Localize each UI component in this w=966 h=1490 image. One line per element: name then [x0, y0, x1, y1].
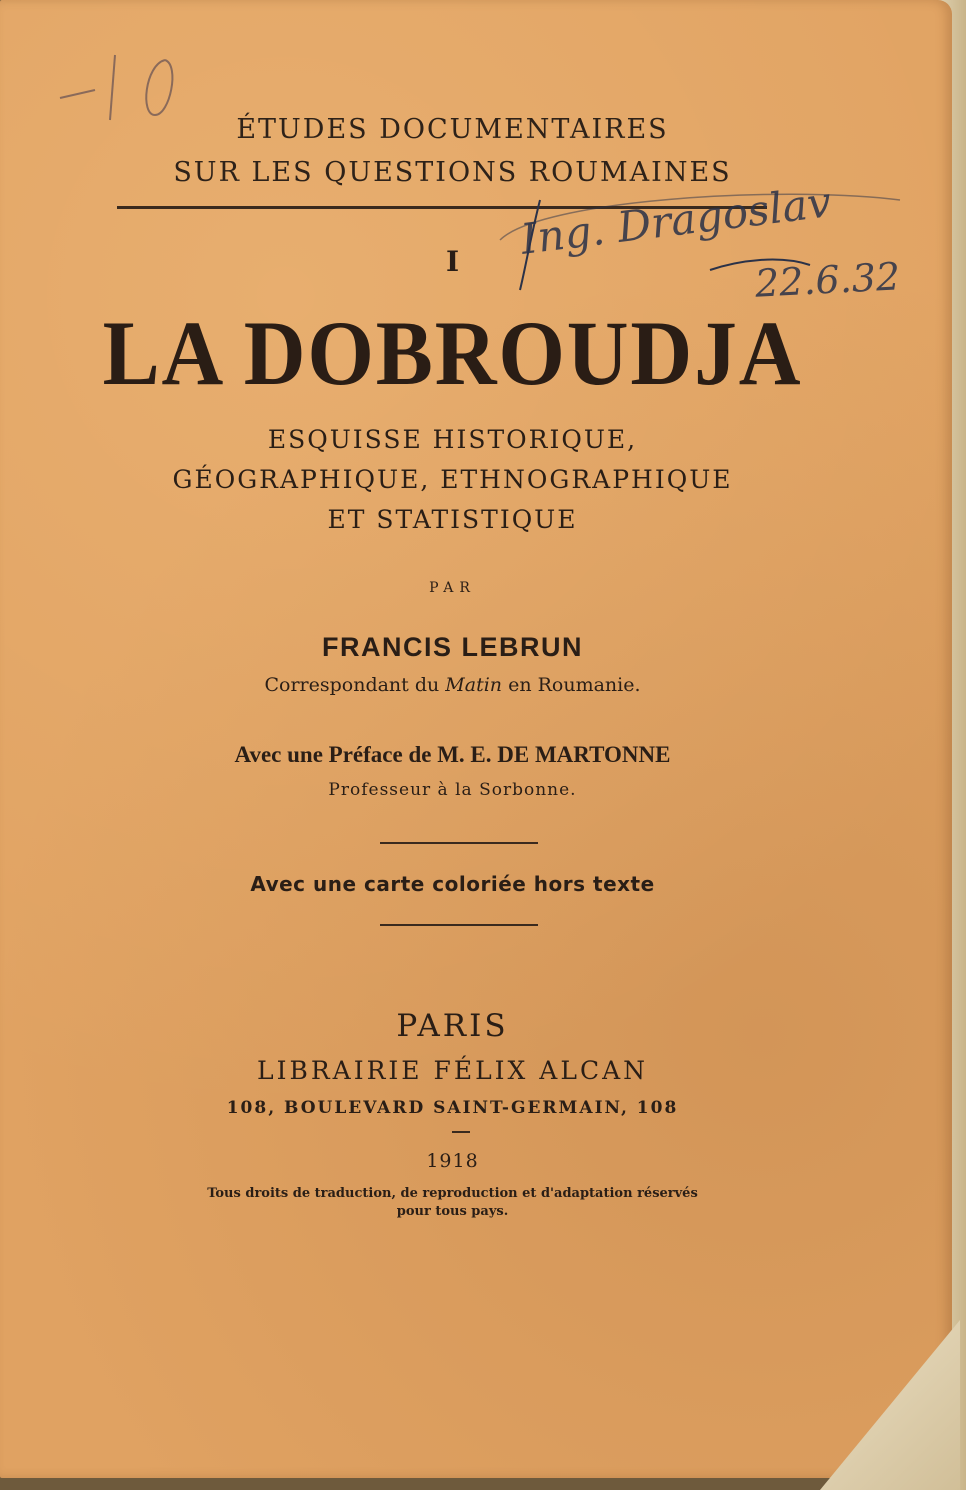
- preface-author-title: Professeur à la Sorbonne.: [328, 780, 577, 800]
- series-line-2: SUR LES QUESTIONS ROUMAINES: [173, 157, 732, 188]
- divider-rule-2: [380, 924, 538, 926]
- rights-line-1: Tous droits de traduction, de reproduction et d'adaptation réservés: [207, 1186, 698, 1201]
- book-title: LA DOBROUDJA: [102, 302, 803, 404]
- subtitle-line-2: GÉOGRAPHIQUE, ETHNOGRAPHIQUE: [172, 465, 733, 494]
- affiliation-text-after: en Roumanie.: [502, 674, 641, 696]
- publication-year: 1918: [426, 1150, 479, 1172]
- map-note: Avec une carte coloriée hors texte: [250, 872, 655, 896]
- subtitle-line-3: ET STATISTIQUE: [327, 505, 578, 534]
- book-subtitle: [0, 420, 905, 540]
- subtitle-line-1: ESQUISSE HISTORIQUE,: [267, 425, 638, 454]
- author-name: FRANCIS LEBRUN: [322, 632, 583, 662]
- rights-line-2: pour tous pays.: [396, 1204, 509, 1219]
- signature-text: Ing. Dragoslav: [518, 177, 834, 264]
- affiliation-text-before: Correspondant du: [264, 674, 446, 696]
- divider-rule-1: [380, 842, 538, 844]
- divider-rule-3: [452, 1131, 470, 1133]
- folded-corner: [820, 1320, 960, 1490]
- newspaper-name: Matin: [445, 674, 503, 696]
- volume-number: I: [445, 245, 460, 278]
- author-affiliation: [0, 674, 905, 696]
- series-line-1: ÉTUDES DOCUMENTAIRES: [236, 114, 669, 145]
- preface-credit: Avec une Préface de M. E. DE MARTONNE: [234, 742, 671, 767]
- publisher-address: 108, BOULEVARD SAINT-GERMAIN, 108: [226, 1098, 679, 1118]
- publisher-name: LIBRAIRIE FÉLIX ALCAN: [256, 1056, 649, 1085]
- publication-city: PARIS: [396, 1008, 509, 1044]
- signature-date: 22.6.32: [753, 254, 902, 306]
- rights-notice: [0, 1185, 905, 1221]
- by-label: PAR: [429, 580, 476, 596]
